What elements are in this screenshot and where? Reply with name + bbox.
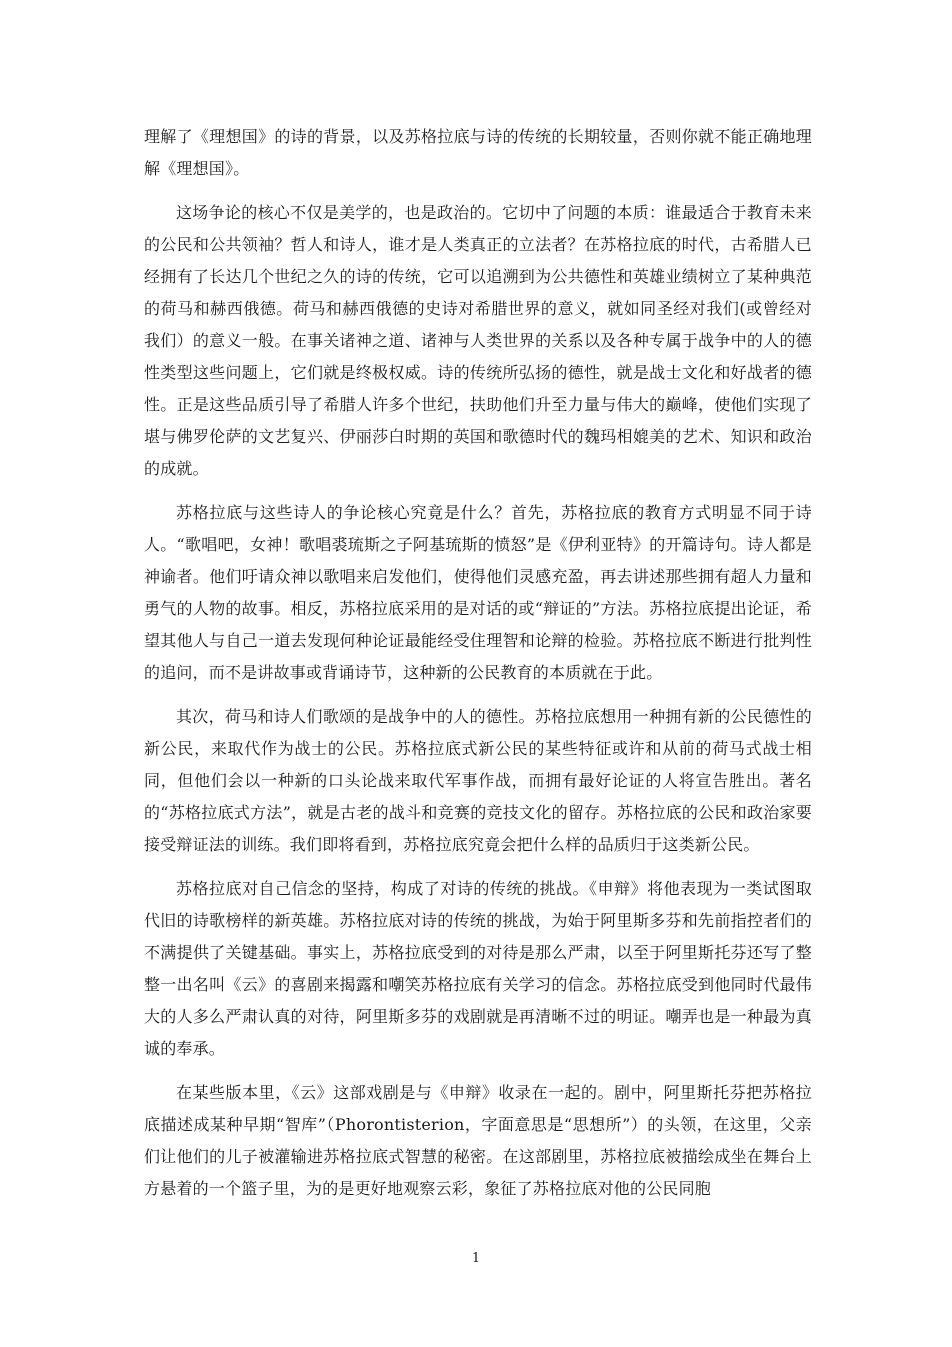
paragraph-continuation: 理解了《理想国》的诗的背景，以及苏格拉底与诗的传统的长期较量，否则你就不能正确地理解《理想国》。 xyxy=(144,127,812,178)
page-number: 1 xyxy=(471,1251,481,1266)
body-text xyxy=(144,121,812,1217)
paragraph: 苏格拉底对自己信念的坚持，构成了对诗的传统的挑战。《申辩》将他表现为一类试图取代旧的诗歌榜样的新英雄。苏格拉底对诗的传统的挑战，为始于阿里斯多芬和先前指控者们的不满提供了关键基础。事实上，苏格拉底受到的对待是那么严肃，以至于阿里斯托芬还写了整整一出名叫《云》的喜剧来揭露和嘲笑苏格拉底有关学习的信念。苏格拉底受到他同时代最伟大的人多么严肃认真的对待，阿里斯多芬的戏剧就是再清晰不过的明证。嘲弄也是一种最为真诚的奉承。 xyxy=(144,879,812,1058)
paragraph: 在某些版本里，《云》这部戏剧是与《申辩》收录在一起的。剧中，阿里斯托芬把苏格拉底描述成某种早期“智库”（Phorontisterion，字面意思是“思想所”）的头领，在这里，父亲们让他们的儿子被灌输进苏格拉底式智慧的秘密。在这部剧里，苏格拉底被描绘成坐在舞台上方悬着的一个篮子里，为的是更好地观察云彩，象征了苏格拉底对他的公民同胞 xyxy=(144,1083,812,1198)
paragraph: 其次，荷马和诗人们歌颂的是战争中的人的德性。苏格拉底想用一种拥有新的公民德性的新公民，来取代作为战士的公民。苏格拉底式新公民的某些特征或许和从前的荷马式战士相同，但他们会以一种新的口头论战来取代军事作战，而拥有最好论证的人将宣告胜出。著名的“苏格拉底式方法”，就是古老的战斗和竞赛的竞技文化的留存。苏格拉底的公民和政治家要接受辩证法的训练。我们即将看到，苏格拉底究竟会把什么样的品质归于这类新公民。 xyxy=(144,707,812,854)
paragraph: 苏格拉底与这些诗人的争论核心究竟是什么？首先，苏格拉底的教育方式明显不同于诗人。“歌唱吧，女神！歌唱裘琉斯之子阿基琉斯的愤怒”是《伊利亚特》的开篇诗句。诗人都是神谕者。他们吁请众神以歌唱来启发他们，使得他们灵感充盈，再去讲述那些拥有超人力量和勇气的人物的故事。相反，苏格拉底采用的是对话的或“辩证的”方法。苏格拉底提出论证，希望其他人与自己一道去发现何种论证最能经受住理智和论辩的检验。苏格拉底不断进行批判性的追问，而不是讲故事或背诵诗节，这种新的公民教育的本质就在于此。 xyxy=(144,503,812,682)
paragraph: 这场争论的核心不仅是美学的，也是政治的。它切中了问题的本质：谁最适合于教育未来的公民和公共领袖？哲人和诗人，谁才是人类真正的立法者？在苏格拉底的时代，古希腊人已经拥有了长达几个世纪之久的诗的传统，它可以追溯到为公共德性和英雄业绩树立了某种典范的荷马和赫西俄德。荷马和赫西俄德的史诗对希腊世界的意义，就如同圣经对我们(或曾经对我们）的意义一般。在事关诸神之道、诸神与人类世界的关系以及各种专属于战争中的人的德性类型这些问题上，它们就是终极权威。诗的传统所弘扬的德性，就是战士文化和好战者的德性。正是这些品质引导了希腊人许多个世纪，扶助他们升至力量与伟大的巅峰，使他们实现了堪与佛罗伦萨的文艺复兴、伊丽莎白时期的英国和歌德时代的魏玛相媲美的艺术、知识和政治的成就。 xyxy=(144,203,812,478)
